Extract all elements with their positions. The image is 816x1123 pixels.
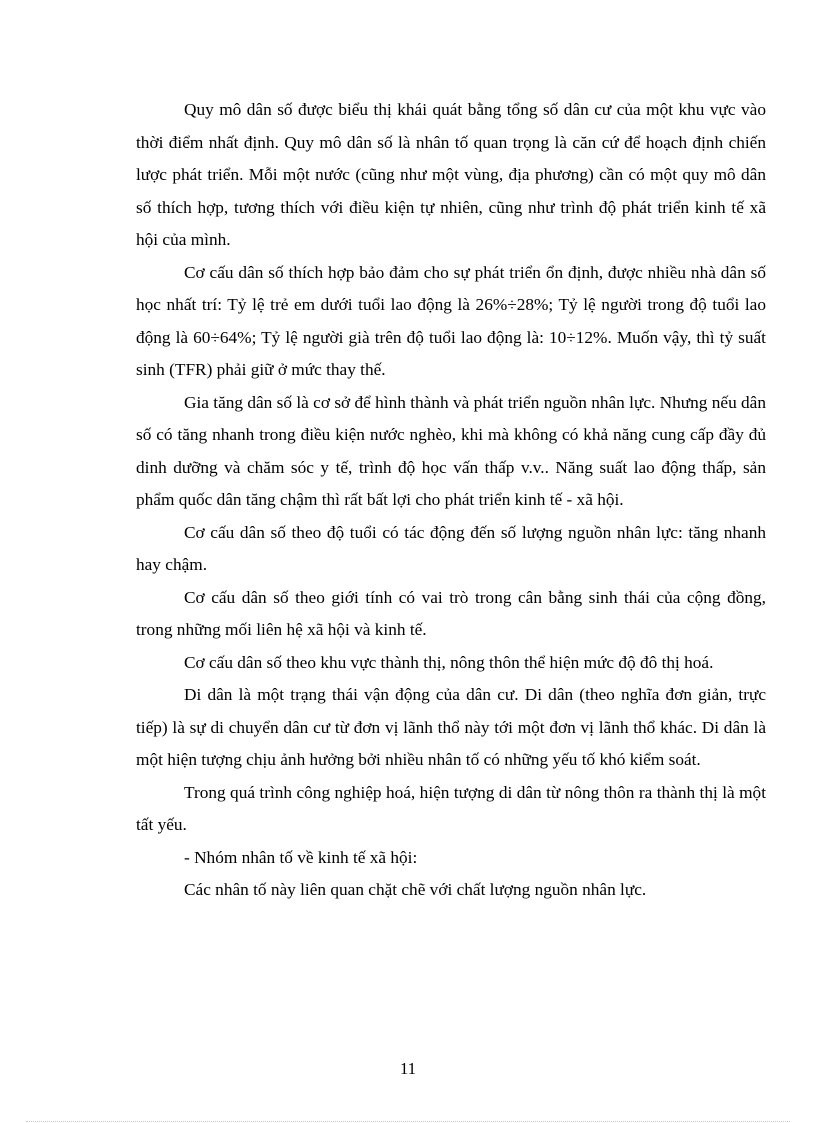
paragraph-population-structure: Cơ cấu dân số thích hợp bảo đảm cho sự phát triển ổn định, được nhiều nhà dân số học nhất trí: Tỷ lệ trẻ em dưới tuổi lao động là 26%÷28%; Tỷ lệ người trong độ tuổi lao động là 60÷64%; Tỷ lệ người già trên độ tuổi lao động là: 10÷12%. Muốn vậy, thì tỷ suất sinh (TFR) phải giữ ở mức thay thế. [136,262,766,379]
paragraph-urban-rural-structure: Cơ cấu dân số theo khu vực thành thị, nông thôn thể hiện mức độ đô thị hoá. [184,652,714,672]
paragraph-population-size: Quy mô dân số được biểu thị khái quát bằng tổng số dân cư của một khu vực vào thời điểm nhất định. Quy mô dân số là nhân tố quan trọng là căn cứ để hoạch định chiến lược phát triển. Mỗi một nước (cũng như một vùng, địa phương) cần có một quy mô dân số thích hợp, tương thích với điều kiện tự nhiên, cũng như trình độ phát triển kinh tế xã hội của mình. [136,100,766,249]
paragraph-population-growth: Gia tăng dân số là cơ sở để hình thành và phát triển nguồn nhân lực. Nhưng nếu dân số có tăng nhanh trong điều kiện nước nghèo, khi mà không có khả năng cung cấp đầy đủ dinh dưỡng và chăm sóc y tế, trình độ học vấn thấp v.v.. Năng suất lao động thấp, sản phẩm quốc dân tăng chậm thì rất bất lợi cho phát triển kinh tế - xã hội. [136,392,766,509]
paragraph-socioeconomic-heading: - Nhóm nhân tố về kinh tế xã hội: [184,847,418,867]
document-body [136,94,766,907]
paragraph-socioeconomic-factors: Các nhân tố này liên quan chặt chẽ với chất lượng nguồn nhân lực. [184,880,647,899]
page-bottom-divider [26,1121,790,1122]
paragraph-gender-structure: Cơ cấu dân số theo giới tính có vai trò trong cân bằng sinh thái của cộng đồng, trong những mối liên hệ xã hội và kinh tế. [136,587,766,639]
paragraph-age-structure: Cơ cấu dân số theo độ tuổi có tác động đến số lượng nguồn nhân lực: tăng nhanh hay chậm. [136,522,766,574]
paragraph-industrialization: Trong quá trình công nghiệp hoá, hiện tượng di dân từ nông thôn ra thành thị là một tất yếu. [136,782,766,834]
page-number: 11 [399,1059,417,1078]
paragraph-migration: Di dân là một trạng thái vận động của dân cư. Di dân (theo nghĩa đơn giản, trực tiếp) là sự di chuyển dân cư từ đơn vị lãnh thổ này tới một đơn vị lãnh thổ khác. Di dân là một hiện tượng chịu ảnh hưởng bởi nhiều nhân tố có những yếu tố khó kiểm soát. [136,685,766,769]
